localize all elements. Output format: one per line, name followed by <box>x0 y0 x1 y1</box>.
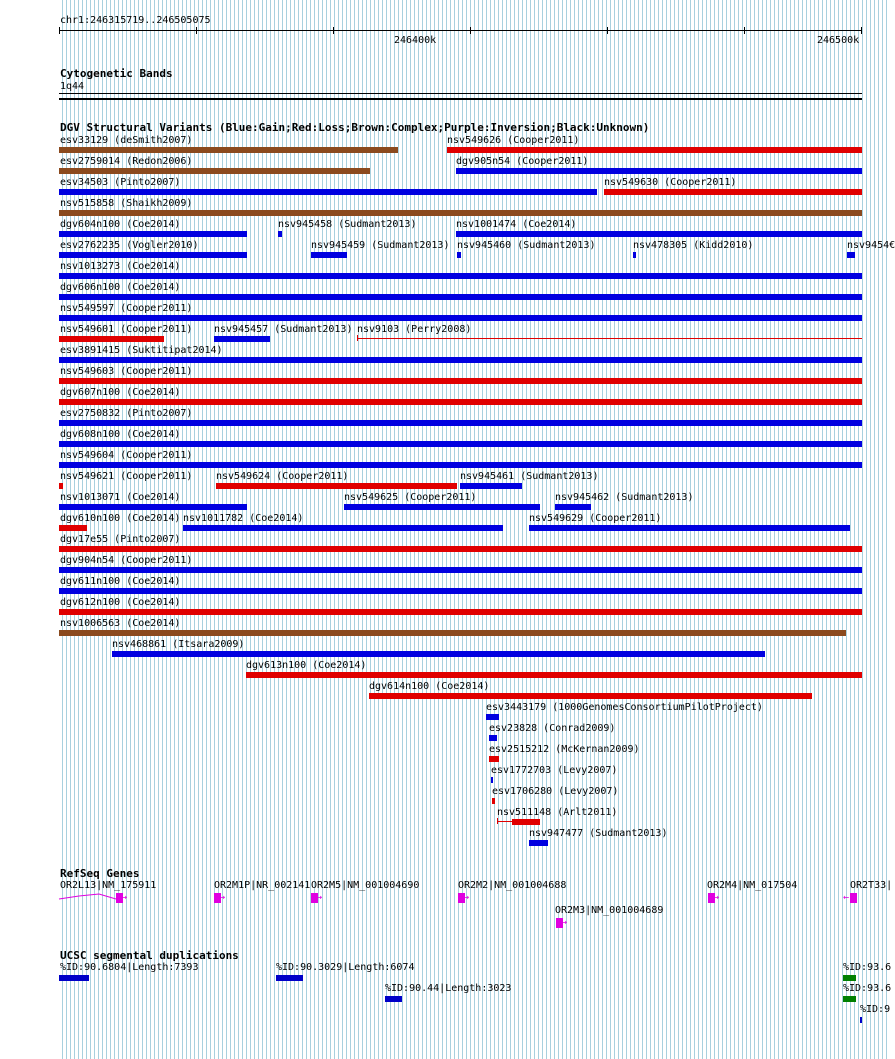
dgv-feature-label: dgv612n100 (Coe2014) <box>60 597 181 608</box>
dgv-feature-label: dgv17e55 (Pinto2007) <box>60 534 181 545</box>
dgv-feature-label: nsv1013071 (Coe2014) <box>60 492 181 503</box>
dgv-feature-gain-bar[interactable] <box>460 483 522 489</box>
dgv-feature-label: nsv549597 (Cooper2011) <box>60 303 193 314</box>
dgv-feature-label: nsv1013273 (Coe2014) <box>60 261 181 272</box>
dgv-feature-label: esv2515212 (McKernan2009) <box>489 744 640 755</box>
refseq-gene-label: OR2M4|NM_017504 <box>707 880 798 891</box>
dgv-feature-gain-bar[interactable] <box>311 252 347 258</box>
dgv-feature-label: esv2750832 (Pinto2007) <box>60 408 193 419</box>
refseq-strand-arrow-icon: → <box>561 917 568 928</box>
dgv-feature-label: nsv549626 (Cooper2011) <box>447 135 580 146</box>
dgv-feature-loss-bar[interactable] <box>59 483 63 489</box>
dgv-feature-gain-bar[interactable] <box>457 252 461 258</box>
dgv-feature-gain-bar[interactable] <box>112 651 765 657</box>
refseq-strand-arrow-icon: → <box>121 892 128 903</box>
dgv-feature-label: nsv549621 (Cooper2011) <box>60 471 193 482</box>
ruler-tick-label: 246400k <box>394 35 437 46</box>
cytoband-line <box>59 93 862 94</box>
dgv-feature-complex-bar[interactable] <box>59 210 862 216</box>
refseq-gene-label: OR2M1P|NR_002141 <box>214 880 311 891</box>
dgv-feature-label: nsv478305 (Kidd2010) <box>633 240 754 251</box>
dgv-feature-label: nsv945461 (Sudmant2013) <box>460 471 599 482</box>
segdup-bar[interactable] <box>843 975 856 981</box>
refseq-gene-label: OR2L13|NM_175911 <box>60 880 157 891</box>
dgv-feature-linker <box>497 821 512 822</box>
dgv-feature-gain-bar[interactable] <box>59 588 862 594</box>
refseq-gene-label: OR2M3|NM_001004689 <box>555 905 664 916</box>
cytoband-line <box>59 98 862 100</box>
dgv-feature-gain-bar[interactable] <box>59 462 862 468</box>
dgv-feature-label: dgv606n100 (Coe2014) <box>60 282 181 293</box>
refseq-gene-label: OR2T33| <box>850 880 893 891</box>
dgv-feature-label: nsv947477 (Sudmant2013) <box>529 828 668 839</box>
dgv-feature-complex-bar[interactable] <box>59 630 846 636</box>
dgv-feature-loss-bar[interactable] <box>59 378 862 384</box>
dgv-feature-loss-bar[interactable] <box>59 609 862 615</box>
dgv-feature-gain-bar[interactable] <box>489 735 497 741</box>
dgv-feature-label: esv2759014 (Redon2006) <box>60 156 193 167</box>
ruler-tick <box>744 27 745 34</box>
dgv-feature-gain-bar[interactable] <box>491 777 493 783</box>
dgv-feature-gain-bar[interactable] <box>59 273 862 279</box>
dgv-feature-tick <box>357 335 358 341</box>
dgv-feature-gain-bar[interactable] <box>633 252 636 258</box>
ruler-tick <box>59 27 60 34</box>
dgv-feature-tick <box>497 818 498 824</box>
dgv-feature-gain-bar[interactable] <box>529 525 850 531</box>
dgv-feature-loss-bar[interactable] <box>357 338 862 339</box>
dgv-feature-label: nsv945460 (Sudmant2013) <box>457 240 596 251</box>
refseq-strand-arrow-icon: → <box>316 892 323 903</box>
dgv-feature-label: nsv1011782 (Coe2014) <box>183 513 304 524</box>
ruler-axis <box>59 30 862 31</box>
locus-label: chr1:246315719..246505075 <box>60 15 211 26</box>
ruler-tick-label: 246500k <box>817 35 860 46</box>
dgv-feature-gain-bar[interactable] <box>59 357 862 363</box>
segdup-bar[interactable] <box>843 996 856 1002</box>
dgv-feature-gain-bar[interactable] <box>456 168 862 174</box>
dgv-feature-loss-bar[interactable] <box>246 672 862 678</box>
dgv-feature-label: nsv549604 (Cooper2011) <box>60 450 193 461</box>
dgv-feature-label: dgv905n54 (Cooper2011) <box>456 156 589 167</box>
dgv-feature-gain-bar[interactable] <box>59 504 247 510</box>
dgv-feature-loss-bar[interactable] <box>604 189 862 195</box>
dgv-feature-loss-bar[interactable] <box>492 798 495 804</box>
dgv-feature-gain-bar[interactable] <box>59 252 247 258</box>
dgv-feature-gain-bar[interactable] <box>59 567 862 573</box>
segdup-label: %ID:93.6 <box>843 962 892 973</box>
dgv-feature-gain-bar[interactable] <box>59 294 862 300</box>
refseq-strand-arrow-icon: → <box>463 892 470 903</box>
dgv-feature-gain-bar[interactable] <box>214 336 270 342</box>
dgv-feature-label: nsv549629 (Cooper2011) <box>529 513 662 524</box>
dgv-feature-loss-bar[interactable] <box>59 546 862 552</box>
dgv-feature-gain-bar[interactable] <box>183 525 503 531</box>
left-margin <box>0 0 59 1059</box>
dgv-feature-label: nsv549624 (Cooper2011) <box>216 471 349 482</box>
ruler-tick <box>607 27 608 34</box>
segdup-label: %ID:93.6 <box>843 983 892 994</box>
dgv-feature-label: nsv945459 (Sudmant2013) <box>311 240 450 251</box>
dgv-feature-label: nsv945457 (Sudmant2013) <box>214 324 353 335</box>
dgv-feature-label: esv2762235 (Vogler2010) <box>60 240 199 251</box>
refseq-intron-line <box>59 893 119 905</box>
ruler-tick <box>470 27 471 34</box>
dgv-feature-complex-bar[interactable] <box>59 147 398 153</box>
segdup-label: %ID:90.6804|Length:7393 <box>60 962 199 973</box>
dgv-feature-label: esv34503 (Pinto2007) <box>60 177 181 188</box>
refseq-gene-label: OR2M2|NM_001004688 <box>458 880 567 891</box>
dgv-feature-label: dgv614n100 (Coe2014) <box>369 681 490 692</box>
segdup-bar[interactable] <box>385 996 402 1002</box>
refseq-gene-exon[interactable] <box>850 893 857 903</box>
dgv-feature-label: nsv549601 (Cooper2011) <box>60 324 193 335</box>
dgv-feature-label: nsv1001474 (Coe2014) <box>456 219 577 230</box>
dgv-track-title: DGV Structural Variants (Blue:Gain;Red:Loss;Brown:Complex;Purple:Inversion;Black:Unknown) <box>60 121 650 134</box>
dgv-feature-gain-bar[interactable] <box>278 231 282 237</box>
dgv-feature-gain-bar[interactable] <box>344 504 540 510</box>
dgv-feature-label: dgv604n100 (Coe2014) <box>60 219 181 230</box>
refseq-strand-arrow-icon: ← <box>843 892 850 903</box>
dgv-feature-label: nsv549625 (Cooper2011) <box>344 492 477 503</box>
dgv-feature-label: esv1706280 (Levy2007) <box>492 786 619 797</box>
dgv-feature-loss-bar[interactable] <box>59 336 164 342</box>
dgv-feature-gain-bar[interactable] <box>486 714 499 720</box>
dgv-feature-label: nsv468861 (Itsara2009) <box>112 639 245 650</box>
dgv-feature-label: dgv608n100 (Coe2014) <box>60 429 181 440</box>
dgv-feature-loss-bar[interactable] <box>447 147 862 153</box>
dgv-feature-label: nsv9103 (Perry2008) <box>357 324 472 335</box>
segdup-bar[interactable] <box>276 975 303 981</box>
refseq-track-title: RefSeq Genes <box>60 867 140 880</box>
dgv-feature-label: nsv549603 (Cooper2011) <box>60 366 193 377</box>
dgv-feature-gain-bar[interactable] <box>59 231 247 237</box>
segdup-bar[interactable] <box>59 975 89 981</box>
dgv-feature-gain-bar[interactable] <box>456 231 862 237</box>
dgv-feature-gain-bar[interactable] <box>59 420 862 426</box>
segdup-label: %ID:9 <box>860 1004 891 1015</box>
dgv-feature-gain-bar[interactable] <box>555 504 591 510</box>
dgv-feature-loss-bar[interactable] <box>512 819 540 825</box>
ruler-tick <box>861 27 862 34</box>
segdup-label: %ID:90.44|Length:3023 <box>385 983 512 994</box>
dgv-feature-label: dgv607n100 (Coe2014) <box>60 387 181 398</box>
dgv-feature-label: esv33129 (deSmith2007) <box>60 135 193 146</box>
ruler-tick <box>196 27 197 34</box>
dgv-feature-label: nsv945458 (Sudmant2013) <box>278 219 417 230</box>
dgv-feature-label: esv1772703 (Levy2007) <box>491 765 618 776</box>
refseq-strand-arrow-icon: → <box>219 892 226 903</box>
cytoband-label: 1q44 <box>60 81 85 92</box>
dgv-feature-gain-bar[interactable] <box>847 252 855 258</box>
segdup-label: %ID:90.3029|Length:6074 <box>276 962 415 973</box>
dgv-feature-label: esv23828 (Conrad2009) <box>489 723 616 734</box>
dgv-feature-loss-bar[interactable] <box>369 693 812 699</box>
dgv-feature-gain-bar[interactable] <box>59 315 862 321</box>
dgv-feature-label: nsv511148 (Arlt2011) <box>497 807 618 818</box>
dgv-feature-label: nsv945462 (Sudmant2013) <box>555 492 694 503</box>
dgv-feature-loss-bar[interactable] <box>59 399 862 405</box>
dgv-feature-label: dgv613n100 (Coe2014) <box>246 660 367 671</box>
dgv-feature-loss-bar[interactable] <box>59 525 87 531</box>
segdup-track-title: UCSC segmental duplications <box>60 949 239 962</box>
dgv-feature-loss-bar[interactable] <box>216 483 457 489</box>
dgv-feature-label: esv3443179 (1000GenomesConsortiumPilotProject) <box>486 702 763 713</box>
dgv-feature-gain-bar[interactable] <box>59 441 862 447</box>
dgv-feature-label: nsv515858 (Shaikh2009) <box>60 198 193 209</box>
refseq-gene-label: OR2M5|NM_001004690 <box>311 880 420 891</box>
dgv-feature-linker <box>489 759 499 760</box>
dgv-feature-gain-bar[interactable] <box>59 189 597 195</box>
ruler-tick <box>333 27 334 34</box>
dgv-feature-label: esv3891415 (Suktitipat2014) <box>60 345 223 356</box>
dgv-feature-label: dgv904n54 (Cooper2011) <box>60 555 193 566</box>
dgv-feature-label: nsv9454€ <box>847 240 895 251</box>
dgv-feature-complex-bar[interactable] <box>59 168 370 174</box>
dgv-feature-label: dgv611n100 (Coe2014) <box>60 576 181 587</box>
cytoband-track-title: Cytogenetic Bands <box>60 67 173 80</box>
dgv-feature-label: nsv1006563 (Coe2014) <box>60 618 181 629</box>
dgv-feature-label: nsv549630 (Cooper2011) <box>604 177 737 188</box>
segdup-bar[interactable] <box>860 1017 862 1023</box>
dgv-feature-gain-bar[interactable] <box>529 840 548 846</box>
refseq-strand-arrow-icon: → <box>713 892 720 903</box>
dgv-feature-label: dgv610n100 (Coe2014) <box>60 513 181 524</box>
